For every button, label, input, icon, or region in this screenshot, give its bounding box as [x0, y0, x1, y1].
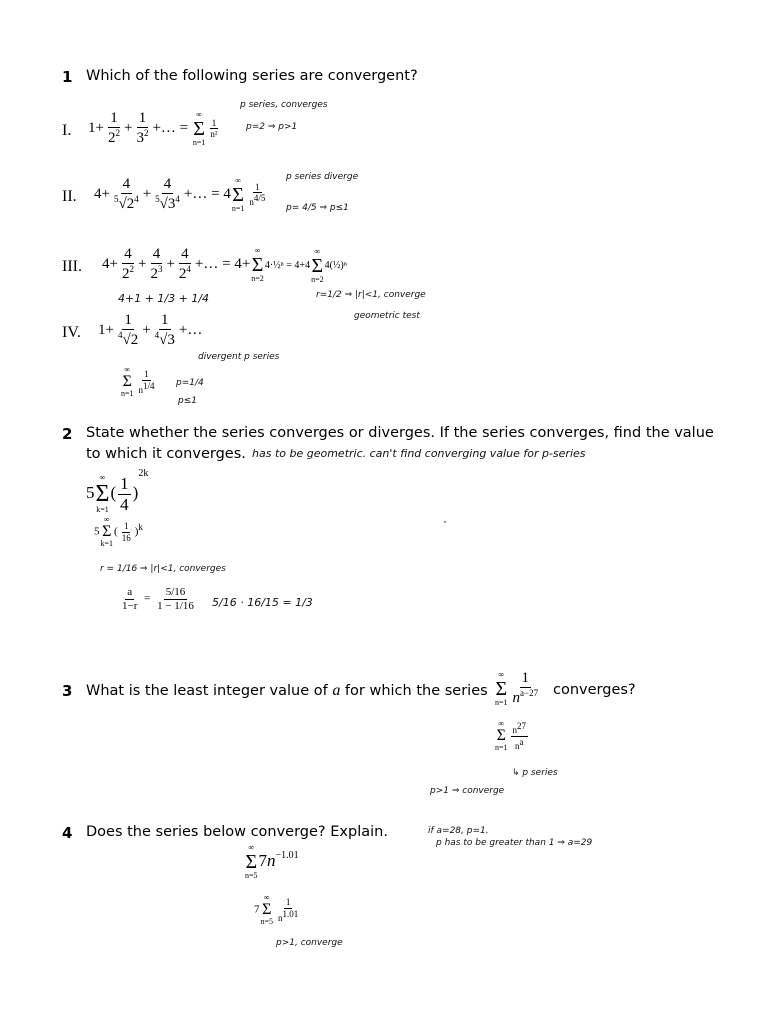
q3-note4: p has to be greater than 1 ⇒ a=29: [436, 838, 593, 848]
q1-II-note1: p series diverge: [286, 172, 359, 182]
q2-work-result: 5/16 · 16/15 = 1/3: [212, 596, 313, 609]
q2-hw-note: has to be geometric. can't find converging value for p-series: [252, 447, 586, 460]
q1-I-expression: 1+ $\frac{1}{2^2}$ + $\frac{1}{3^2}$ +… = ∞ Σ n=1 $\frac{1}{\text{n²}}$: [88, 109, 218, 147]
q1-IV-note2: p=1/4: [176, 378, 204, 388]
q3-text-part1: What is the least integer value of: [86, 683, 328, 699]
q1-III-work: 4+1 + 1/3 + 1/4: [118, 292, 210, 305]
q2-work-series: 5 ∞ Σ k=1 ( $\frac{1}{16}$ )$^k$: [94, 515, 143, 548]
q1-III-note1: r=1/2 ⇒ |r|<1, converge: [316, 290, 426, 300]
q2-text-line1: State whether the series converges or diverges. If the series converges, find the value: [86, 425, 714, 441]
q4-series: ∞ Σ n=5 $7n^{-1.01}$: [245, 843, 299, 880]
q4-work-series: 7 ∞ Σ n=5 $\frac{1}{n^{1.01}}$: [254, 893, 299, 926]
q4-text: Does the series below converge? Explain.: [86, 824, 388, 840]
q1-text: Which of the following series are convergent?: [86, 68, 418, 84]
stray-mark: [444, 521, 446, 523]
q3-note2: p>1 ⇒ converge: [430, 786, 505, 796]
q1-number: 1: [62, 68, 73, 86]
q3-note1: ↳ p series: [512, 768, 558, 778]
q1-III-expression: 4+ $\frac{4}{2^2}$ + $\frac{4}{2^3}$ + $\frac{4}{2^4}$ +… = 4+ ∞ Σ n=2 4·½ⁿ = 4+4 ∞ Σ n=2 4(½)ⁿ: [102, 245, 347, 284]
q4-number: 4: [62, 824, 73, 842]
q2-text-line2: to which it converges.: [86, 446, 246, 462]
q4-note: p>1, converge: [276, 938, 343, 948]
q1-I-note1: p series, converges: [240, 100, 328, 110]
q1-II-expression: 4+ $\frac{4}{^5√2^4}$ + $\frac{4}{^5√3^4}$ +… = 4 ∞ Σ n=1 $\frac{1}{n^{4/5}}$: [94, 175, 266, 213]
q2-series: 5 ∞ Σ k=1 ( $\frac{1}{4}$ )$^{2k}$: [86, 468, 149, 515]
q1-I-note2: p=2 ⇒ p>1: [246, 122, 298, 132]
q1-IV-note3: p≤1: [178, 396, 197, 406]
q1-IV-note1: divergent p series: [198, 352, 280, 362]
q3-text: [86, 682, 488, 700]
q2-number: 2: [62, 425, 73, 443]
q1-II-note2: p= 4/5 ⇒ p≤1: [286, 203, 349, 213]
q3-text-part2: for which the series: [344, 683, 488, 699]
q1-III-note2: geometric test: [354, 311, 420, 321]
q1-IV-expression: 1+ $\frac{1}{^4√2}$ + $\frac{1}{^4√3}$ +…: [98, 312, 203, 349]
q3-number: 3: [62, 682, 73, 700]
q1-III-label: III.: [62, 258, 82, 275]
q1-I-label: I.: [62, 122, 72, 139]
q1-IV-sum: ∞ Σ n=1 $\frac{1}{n^{1/4}}$: [121, 365, 155, 398]
q3-variable: a: [332, 682, 341, 699]
q3-note3: if a=28, p=1.: [428, 826, 489, 836]
q2-work-sum-formula: $\frac{a}{1-r}$ = $\frac{5/16}{1 - 1/16}$: [122, 586, 194, 612]
q3-series: ∞ Σ n=1 $\frac{1}{n^{a-27}}$: [495, 669, 539, 707]
q3-text-part3: converges?: [553, 682, 636, 698]
q2-work-ratio: r = 1/16 ⇒ |r|<1, converges: [100, 564, 226, 574]
q3-work-series: ∞ Σ n=1 $\frac{n^{27}}{n^a}$: [495, 719, 527, 752]
q1-IV-label: IV.: [62, 324, 81, 341]
q1-II-label: II.: [62, 188, 77, 205]
